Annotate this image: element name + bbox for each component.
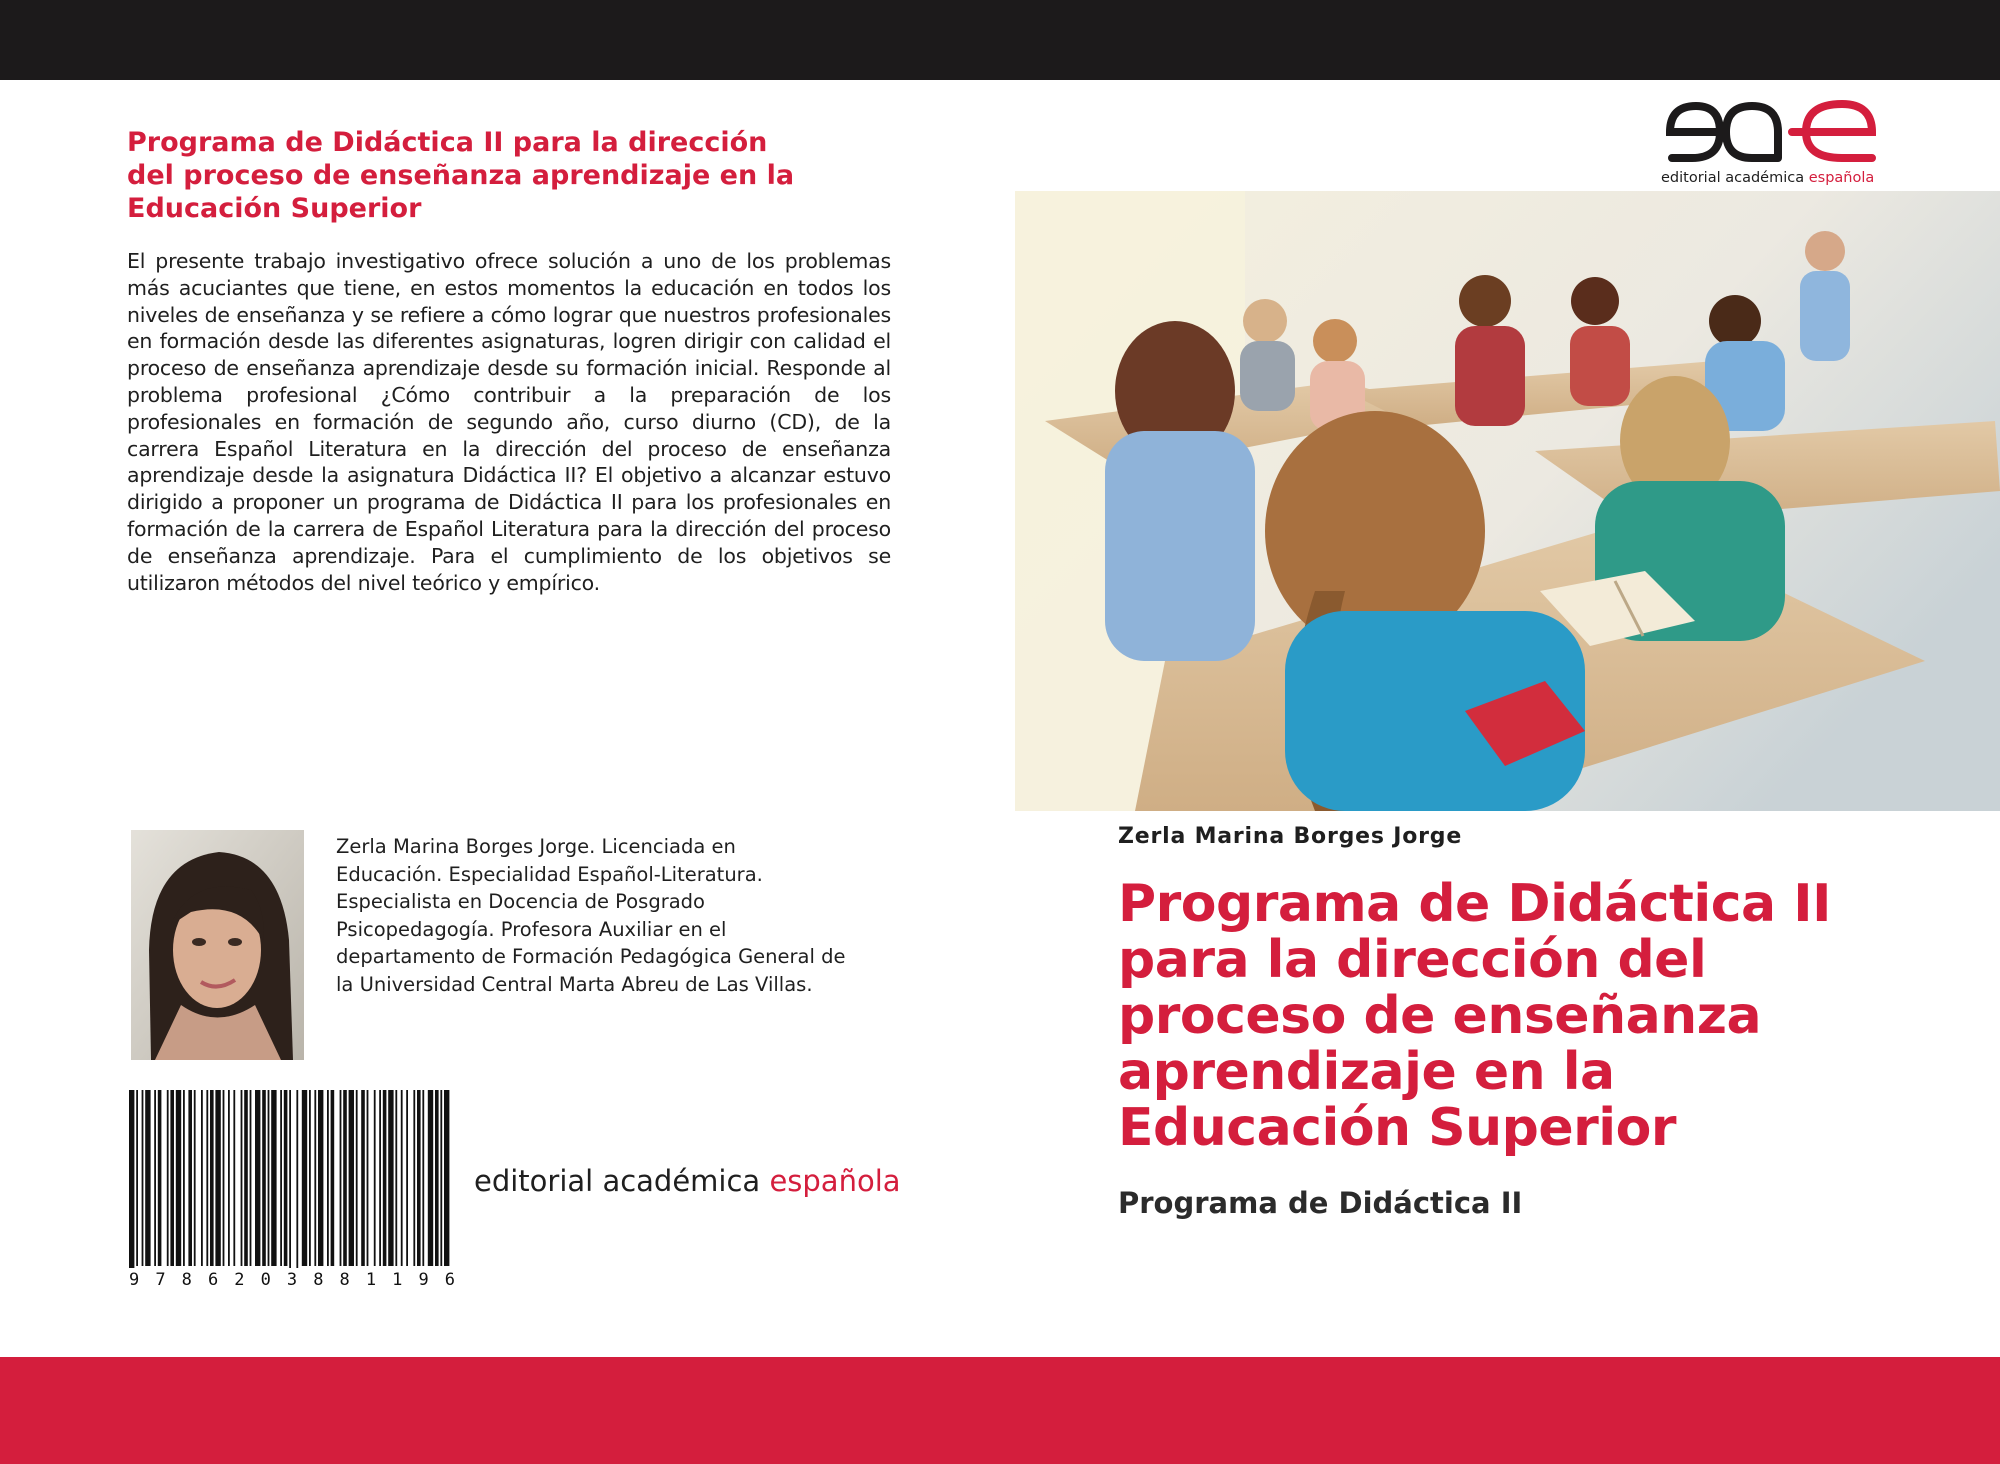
barcode-bar <box>188 1090 192 1266</box>
barcode-bar <box>250 1090 252 1266</box>
barcode-bar <box>379 1090 381 1266</box>
barcode-bar <box>255 1090 260 1266</box>
bio-line: Zerla Marina Borges Jorge. Licenciada en <box>336 835 736 858</box>
barcode-bar <box>183 1090 185 1266</box>
barcode-bar <box>406 1090 408 1266</box>
barcode-bar <box>280 1090 282 1266</box>
front-cover-title <box>1118 876 1978 1156</box>
barcode-bar <box>268 1090 270 1266</box>
classroom-illustration <box>1015 191 2000 811</box>
barcode-digit: 9 <box>418 1270 429 1290</box>
top-dark-band <box>0 0 2000 80</box>
barcode-digit: 6 <box>207 1270 219 1290</box>
barcode-digit: 7 <box>155 1270 166 1290</box>
barcode-bar <box>228 1090 230 1266</box>
back-title-line: Educación Superior <box>127 193 422 224</box>
author-bio <box>336 833 896 998</box>
barcode-bar <box>210 1090 214 1266</box>
barcode-bar <box>435 1090 439 1266</box>
barcode-digit: 8 <box>339 1270 350 1290</box>
author-portrait-illustration <box>131 830 304 1060</box>
barcode-bar <box>356 1090 358 1266</box>
imprint-accent: española <box>769 1164 901 1198</box>
back-cover-blurb: El presente trabajo investigativo ofrece solución a uno de los problemas más acuciantes que tiene, en estos momentos la educación en todos los niveles de enseñanza y se refiere a cómo lograr que nuestros profesionales en formación desde las diferentes asignaturas, logren dirigir con calidad el proceso de enseñanza aprendizaje desde su formación inicial. Responde al problema profesional ¿Cómo contribuir a la preparación de los profesionales en formación de segundo año, curso diurno (CD), de la carrera Español Literatura en la dirección del proceso de enseñanza aprendizaje desde la asignatura Didáctica II? El objetivo a alcanzar estuvo dirigido a proponer un programa de Didáctica II para los profesionales en formación de la carrera de Español Literatura para la dirección del proceso de enseñanza aprendizaje. Para el cumplimiento de los objetivos se utilizaron métodos del nivel teórico y empírico. <box>127 249 891 595</box>
barcode-bar <box>318 1090 323 1266</box>
barcode-digit: 2 <box>234 1270 245 1290</box>
barcode-bar <box>343 1090 347 1266</box>
barcode-bar <box>271 1090 276 1266</box>
barcode-bar <box>201 1090 203 1266</box>
front-title-line: para la dirección del <box>1118 930 1707 990</box>
barcode-bar <box>233 1090 235 1266</box>
barcode-digit: 9 <box>129 1270 140 1290</box>
isbn-barcode <box>127 1090 457 1288</box>
bio-line: Psicopedagogía. Profesora Auxiliar en el <box>336 917 727 941</box>
barcode-bar <box>314 1090 316 1266</box>
barcode-bar <box>440 1090 442 1266</box>
barcode-bar <box>413 1090 415 1266</box>
front-title-line: proceso de enseñanza <box>1118 986 1762 1046</box>
barcode-bar <box>422 1090 424 1266</box>
barcode-bar <box>331 1090 335 1266</box>
barcode-digit: 6 <box>444 1270 455 1290</box>
barcode-bar <box>361 1090 365 1266</box>
bottom-red-band <box>0 1357 2000 1464</box>
bio-line: Educación. Especialidad Español-Literatura. <box>336 862 763 886</box>
barcode-bar <box>284 1090 288 1266</box>
isbn-barcode-digits <box>127 1268 457 1292</box>
back-title-line: del proceso de enseñanza aprendizaje en la <box>127 160 795 191</box>
barcode-digit: 1 <box>365 1270 377 1290</box>
front-title-line: Educación Superior <box>1118 1098 1676 1158</box>
barcode-bar <box>340 1090 342 1266</box>
barcode-bar <box>241 1090 243 1266</box>
barcode-bar <box>194 1090 196 1266</box>
barcode-bar <box>262 1090 266 1266</box>
barcode-bar <box>145 1090 150 1266</box>
front-title-line: Programa de Didáctica II <box>1118 874 1831 934</box>
barcode-bar <box>428 1090 433 1266</box>
barcode-bar <box>388 1090 393 1266</box>
barcode-bar <box>154 1090 156 1266</box>
barcode-bar <box>401 1090 403 1266</box>
publisher-imprint <box>474 1164 901 1198</box>
front-title-line: aprendizaje en la <box>1118 1042 1615 1102</box>
barcode-bar <box>296 1090 298 1288</box>
barcode-bar <box>383 1090 387 1266</box>
back-title-line: Programa de Didáctica II para la dirección <box>127 127 768 158</box>
barcode-bar <box>142 1090 144 1266</box>
barcode-bar <box>395 1090 397 1266</box>
eae-logo-caption <box>1661 170 1874 186</box>
barcode-bar <box>176 1090 181 1266</box>
bio-line: Especialista en Docencia de Posgrado <box>336 890 705 913</box>
barcode-bar <box>206 1090 208 1266</box>
barcode-bar <box>349 1090 354 1266</box>
barcode-digit: 0 <box>260 1270 271 1290</box>
barcode-bar <box>244 1090 248 1266</box>
author-photo <box>131 830 304 1060</box>
imprint-main: editorial académica <box>474 1164 770 1198</box>
barcode-digit: 8 <box>313 1270 324 1290</box>
barcode-bar <box>129 1090 134 1288</box>
barcode-bar <box>136 1090 138 1266</box>
barcode-digit: 1 <box>392 1270 403 1290</box>
barcode-bar <box>215 1090 220 1266</box>
barcode-bar <box>417 1090 421 1266</box>
barcode-bar <box>170 1090 174 1266</box>
barcode-digit: 8 <box>181 1270 192 1290</box>
barcode-bar <box>309 1090 311 1266</box>
barcode-bar <box>327 1090 329 1266</box>
bio-line: la Universidad Central Marta Abreu de Las Villas. <box>336 972 813 996</box>
barcode-bar <box>158 1090 162 1266</box>
barcode-bar <box>223 1090 225 1266</box>
bio-line: departamento de Formación Pedagógica General de <box>336 945 846 968</box>
back-cover-title <box>127 126 907 225</box>
barcode-bar <box>302 1090 307 1266</box>
front-author-name: Zerla Marina Borges Jorge <box>1118 824 1463 849</box>
barcode-bar <box>367 1090 369 1266</box>
barcode-bar <box>289 1090 291 1288</box>
front-cover-subtitle: Programa de Didáctica II <box>1118 1186 1523 1220</box>
logo-caption-main: editorial académica <box>1661 170 1809 186</box>
logo-caption-accent: española <box>1808 170 1875 186</box>
barcode-bar <box>374 1090 376 1266</box>
barcode-bar <box>167 1090 169 1266</box>
barcode-bar <box>444 1090 449 1266</box>
classroom-photo <box>1015 191 2000 811</box>
barcode-digit: 3 <box>286 1270 298 1290</box>
